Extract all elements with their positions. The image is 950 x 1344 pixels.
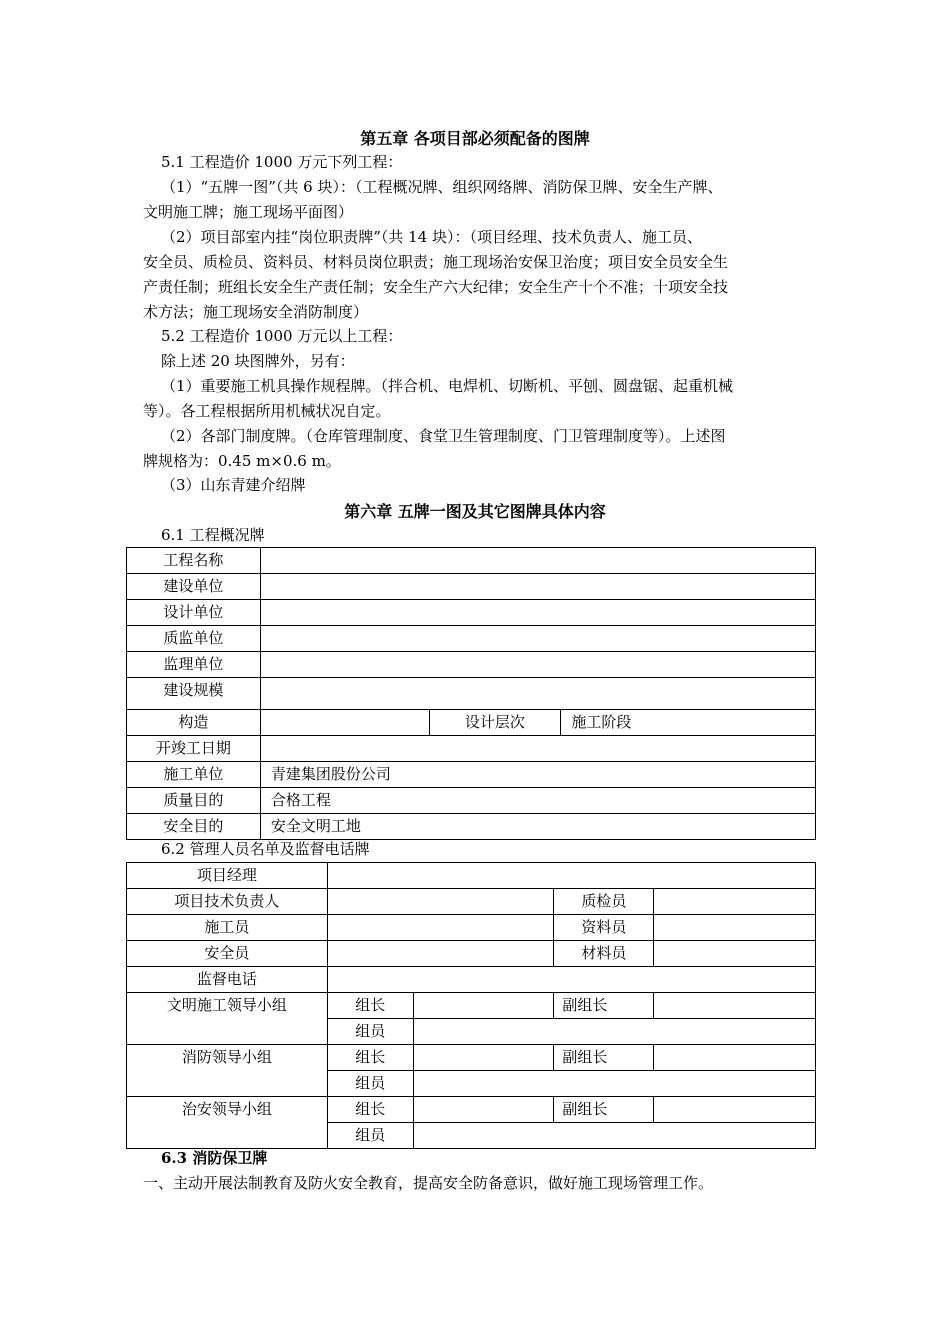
- section-6-3: 6.3 消防保卫牌: [161, 1149, 268, 1167]
- value-cell: [654, 889, 816, 915]
- label-quality-inspector: 质检员: [554, 889, 654, 915]
- table-row: [127, 889, 816, 915]
- label-construction-unit: 建设单位: [127, 574, 261, 600]
- label-vice-leader: 副组长: [554, 1045, 654, 1071]
- label-member: 组员: [327, 1019, 413, 1045]
- paragraph: （2）各部门制度牌。（仓库管理制度、食堂卫生管理制度、门卫管理制度等）。上述图: [161, 427, 726, 445]
- value-cell: [413, 1123, 815, 1149]
- label-member: 组员: [327, 1071, 413, 1097]
- label-civilized-group: 文明施工领导小组: [127, 993, 328, 1045]
- label-fire-group: 消防领导小组: [127, 1045, 328, 1097]
- section-6-2: 6.2 管理人员名单及监督电话牌: [161, 840, 370, 858]
- value-safety-goal: 安全文明工地: [260, 814, 815, 840]
- table-row: [127, 678, 816, 710]
- value-cell: [260, 548, 815, 574]
- value-cell: [327, 915, 554, 941]
- label-leader: 组长: [327, 1045, 413, 1071]
- paragraph: 安全员、质检员、资料员、材料员岗位职责；施工现场治安保卫治度；项目安全员安全生: [143, 253, 729, 271]
- value-cell: [327, 889, 554, 915]
- value-cell: [654, 941, 816, 967]
- label-scale: 建设规模: [127, 678, 261, 710]
- value-cell: [260, 574, 815, 600]
- label-project-manager: 项目经理: [127, 863, 328, 889]
- value-cell: [654, 993, 816, 1019]
- table-row: [127, 814, 816, 840]
- label-tech-lead: 项目技术负责人: [127, 889, 328, 915]
- table-row: [127, 788, 816, 814]
- label-leader: 组长: [327, 993, 413, 1019]
- label-construction-stage: 施工阶段: [561, 710, 816, 736]
- paragraph: 产责任制；班组长安全生产责任制；安全生产六大纪律；安全生产十个不准；十项安全技: [143, 278, 729, 296]
- value-quality-goal: 合格工程: [260, 788, 815, 814]
- value-cell: [327, 967, 815, 993]
- section-6-1: 6.1 工程概况牌: [161, 526, 265, 544]
- paragraph: 除上述 20 块图牌外，另有：: [161, 352, 355, 370]
- chapter5-title: 第五章 各项目部必须配备的图牌: [360, 129, 590, 148]
- table-row: [127, 993, 816, 1019]
- paragraph: 文明施工牌；施工现场平面图）: [143, 203, 354, 221]
- table-row: [127, 967, 816, 993]
- table-row: [127, 1097, 816, 1123]
- value-cell: [654, 915, 816, 941]
- label-material-clerk: 材料员: [554, 941, 654, 967]
- value-cell: [413, 1045, 554, 1071]
- value-cell: [327, 863, 815, 889]
- paragraph: 一、主动开展法制教育及防火安全教育，提高安全防备意识，做好施工现场管理工作。: [143, 1174, 714, 1192]
- value-cell: [260, 652, 815, 678]
- paragraph: （2）项目部室内挂“岗位职责牌”（共 14 块）：（项目经理、技术负责人、施工员、: [161, 228, 703, 246]
- label-quality-supervision: 质监单位: [127, 626, 261, 652]
- table-row: [127, 548, 816, 574]
- paragraph: （1）“五牌一图”（共 6 块）：（工程概况牌、组织网络牌、消防保卫牌、安全生产牌、: [161, 178, 723, 196]
- paragraph: 术方法；施工现场安全消防制度）: [143, 303, 369, 321]
- label-design-floors: 设计层次: [429, 710, 561, 736]
- value-cell: [413, 1097, 554, 1123]
- table-row: [127, 1045, 816, 1071]
- value-cell: [327, 941, 554, 967]
- table-row: [127, 915, 816, 941]
- label-structure: 构造: [127, 710, 261, 736]
- paragraph: 牌规格为：0.45 m×0.6 m。: [143, 452, 341, 470]
- paragraph: （1）重要施工机具操作规程牌。（拌合机、电焊机、切断机、平刨、圆盘锯、起重机械: [161, 377, 734, 395]
- table-row: [127, 710, 816, 736]
- value-cell: [413, 993, 554, 1019]
- label-quality-goal: 质量目的: [127, 788, 261, 814]
- chapter6-title: 第六章 五牌一图及其它图牌具体内容: [344, 502, 606, 521]
- value-cell: [260, 710, 429, 736]
- value-cell: [413, 1019, 815, 1045]
- label-security-group: 治安领导小组: [127, 1097, 328, 1149]
- value-cell: [654, 1097, 816, 1123]
- table-row: [127, 600, 816, 626]
- label-builder: 施工单位: [127, 762, 261, 788]
- table-row: [127, 736, 816, 762]
- label-leader: 组长: [327, 1097, 413, 1123]
- value-cell: [654, 1045, 816, 1071]
- label-safety-goal: 安全目的: [127, 814, 261, 840]
- table-row: [127, 626, 816, 652]
- label-vice-leader: 副组长: [554, 1097, 654, 1123]
- table-row: [127, 863, 816, 889]
- paragraph: （3）山东青建介绍牌: [161, 476, 306, 494]
- paragraph: 等）。各工程根据所用机械状况自定。: [143, 402, 391, 420]
- label-supervision-phone: 监督电话: [127, 967, 328, 993]
- value-cell: [413, 1071, 815, 1097]
- table-row: [127, 574, 816, 600]
- label-site-worker: 施工员: [127, 915, 328, 941]
- table-row: [127, 762, 816, 788]
- value-cell: [260, 626, 815, 652]
- value-builder: 青建集团股份公司: [260, 762, 815, 788]
- label-vice-leader: 副组长: [554, 993, 654, 1019]
- label-safety-officer: 安全员: [127, 941, 328, 967]
- table-row: [127, 652, 816, 678]
- label-design-unit: 设计单位: [127, 600, 261, 626]
- label-member: 组员: [327, 1123, 413, 1149]
- section-5-1: 5.1 工程造价 1000 万元下列工程：: [161, 153, 403, 171]
- value-cell: [260, 736, 815, 762]
- value-cell: [260, 600, 815, 626]
- label-project-name: 工程名称: [127, 548, 261, 574]
- label-document-clerk: 资料员: [554, 915, 654, 941]
- label-supervision-unit: 监理单位: [127, 652, 261, 678]
- label-start-end-date: 开竣工日期: [127, 736, 261, 762]
- table-row: [127, 941, 816, 967]
- management-staff-table: [126, 862, 816, 1149]
- section-5-2: 5.2 工程造价 1000 万元以上工程：: [161, 327, 403, 345]
- value-cell: [260, 678, 815, 710]
- project-overview-table: [126, 547, 816, 840]
